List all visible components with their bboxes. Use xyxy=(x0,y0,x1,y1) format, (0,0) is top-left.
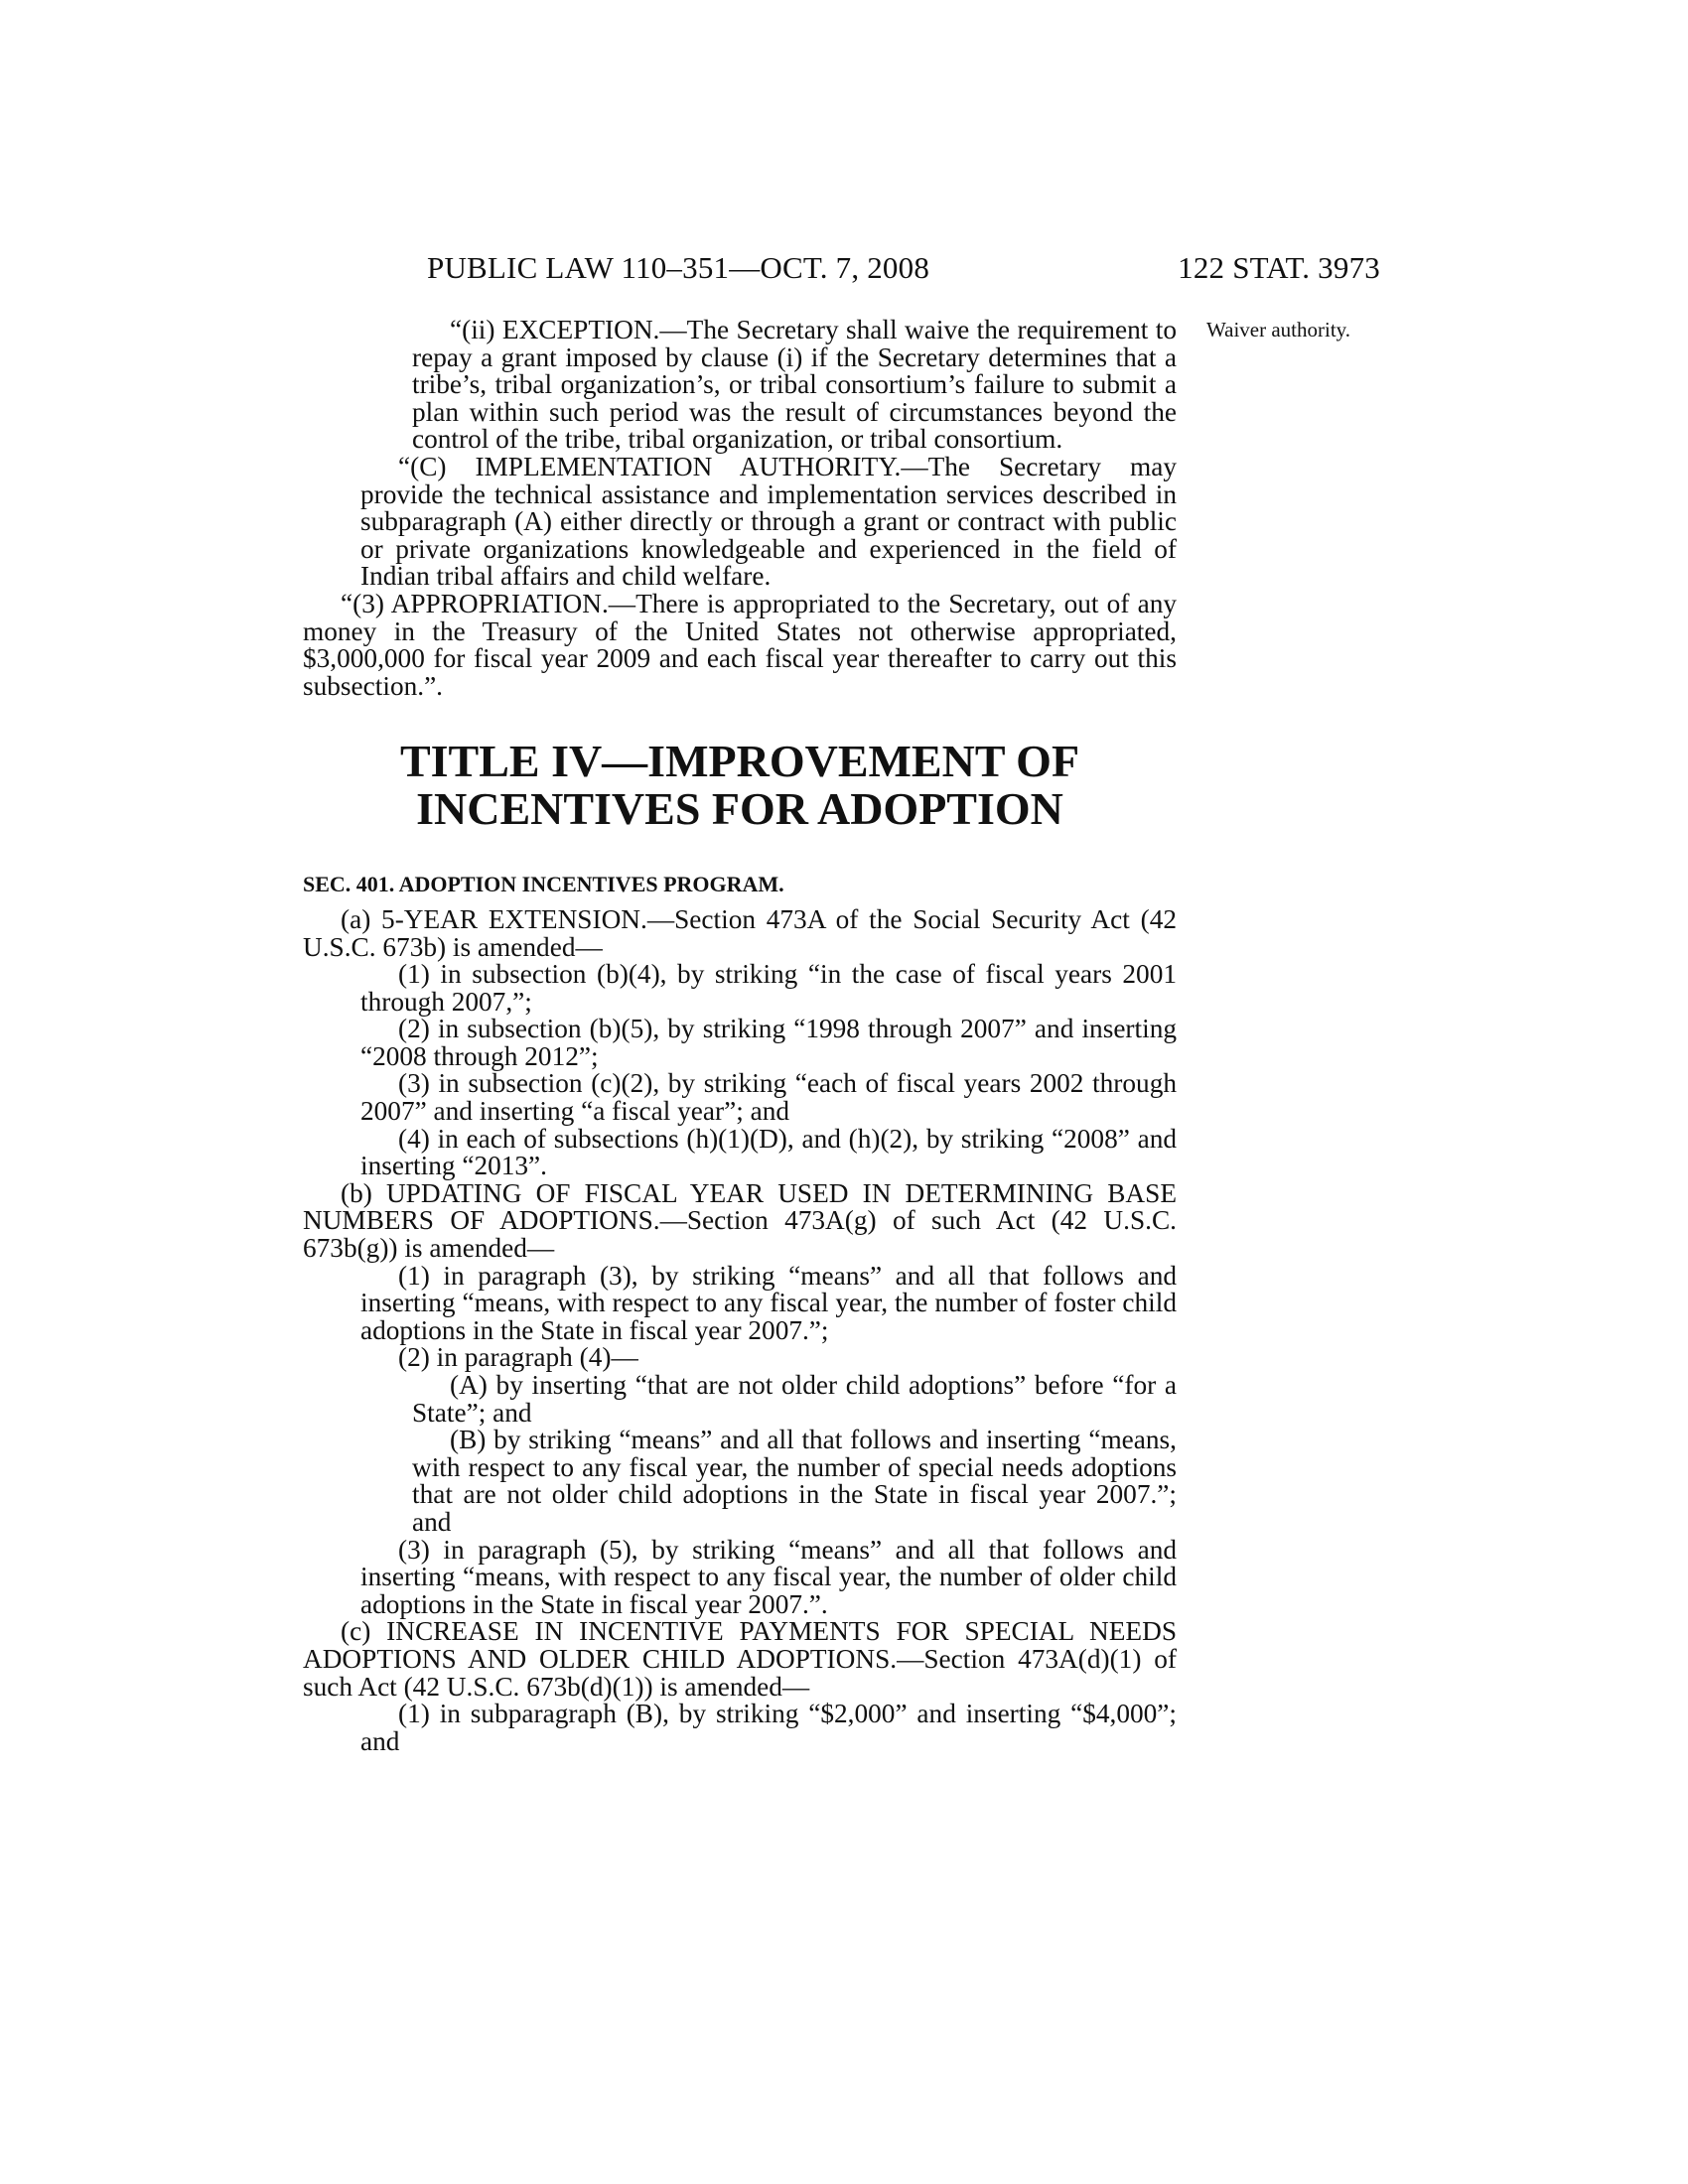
subsection-b-item-1: (1) in paragraph (3), by striking “means” and all that follows and inserting “means, with respect to any fiscal year, the number of foster child adoptions in the State in fiscal year 2007.”; xyxy=(360,1260,1177,1345)
subsection-c-item-1: (1) in subparagraph (B), by striking “$2,000” and inserting “$4,000”; and xyxy=(360,1699,1177,1756)
subparagraph-c-implementation: “(C) IMPLEMENTATION AUTHORITY.—The Secretary may provide the technical assistance and implementation services described in subparagraph (A) either directly or through a grant or contract with public or private organizations knowledgeable and experienced in the field of Indian tribal affairs and child welfare. xyxy=(360,451,1177,592)
subsection-b-item-3: (3) in paragraph (5), by striking “means” and all that follows and inserting “means, with respect to any fiscal year, the number of older child adoptions in the State in fiscal year 2007.”. xyxy=(360,1534,1177,1619)
subsection-b-item-2b: (B) by striking “means” and all that follows and inserting “means, with respect to any fiscal year, the number of special needs adoptions that are not older child adoptions in the State in fiscal year 2007.”; and xyxy=(412,1425,1177,1537)
title-heading xyxy=(303,738,1177,833)
subsection-a-item-4: (4) in each of subsections (h)(1)(D), and (h)(2), by striking “2008” and inserting “2013”. xyxy=(360,1123,1177,1181)
page-header xyxy=(427,250,1380,290)
section-heading: SEC. 401. ADOPTION INCENTIVES PROGRAM. xyxy=(303,872,784,897)
subsection-a-item-1: (1) in subsection (b)(4), by striking “in the case of fiscal years 2001 through 2007,”; xyxy=(360,959,1177,1017)
paragraph-3-appropriation: “(3) APPROPRIATION.—There is appropriated to the Secretary, out of any money in the Treasury of the United States not otherwise appropriated, $3,000,000 for fiscal year 2009 and each fiscal year thereafter to carry out this subsection.”. xyxy=(303,588,1177,701)
page-number: 122 STAT. 3973 xyxy=(1178,250,1380,285)
running-head-left: PUBLIC LAW 110–351—OCT. 7, 2008 xyxy=(427,250,930,285)
subsection-a: (a) 5-YEAR EXTENSION.—Section 473A of the Social Security Act (42 U.S.C. 673b) is amended— xyxy=(303,903,1177,962)
subsection-c: (c) INCREASE IN INCENTIVE PAYMENTS FOR SPECIAL NEEDS ADOPTIONS AND OLDER CHILD ADOPTIONS.—Section 473A(d)(1) of such Act (42 U.S.C. 673b(d)(1)) is amended— xyxy=(303,1616,1177,1702)
subsection-b: (b) UPDATING OF FISCAL YEAR USED IN DETERMINING BASE NUMBERS OF ADOPTIONS.—Section 473A(g) of such Act (42 U.S.C. 673b(g)) is amended— xyxy=(303,1177,1177,1264)
title-line-1: TITLE IV—IMPROVEMENT OF xyxy=(399,736,1080,787)
subsection-a-item-2: (2) in subsection (b)(5), by striking “1998 through 2007” and inserting “2008 through 2012”; xyxy=(360,1014,1177,1071)
margin-note: Waiver authority. xyxy=(1206,318,1351,341)
subsection-b-item-2a: (A) by inserting “that are not older child adoptions” before “for a State”; and xyxy=(412,1370,1177,1428)
subsection-b-item-2: (2) in paragraph (4)— xyxy=(398,1342,638,1373)
body-text xyxy=(303,317,1177,1755)
subsection-a-item-3: (3) in subsection (c)(2), by striking “each of fiscal years 2002 through 2007” and inserting “a fiscal year”; and xyxy=(360,1068,1177,1127)
clause-ii-exception: “(ii) EXCEPTION.—The Secretary shall waive the requirement to repay a grant imposed by clause (i) if the Secretary determines that a tribe’s, tribal organization’s, or tribal consortium’s failure to submit a plan within such period was the result of circumstances beyond the control of the tribe, tribal organization, or tribal consortium. xyxy=(412,315,1177,455)
title-line-2: INCENTIVES FOR ADOPTION xyxy=(416,783,1063,835)
